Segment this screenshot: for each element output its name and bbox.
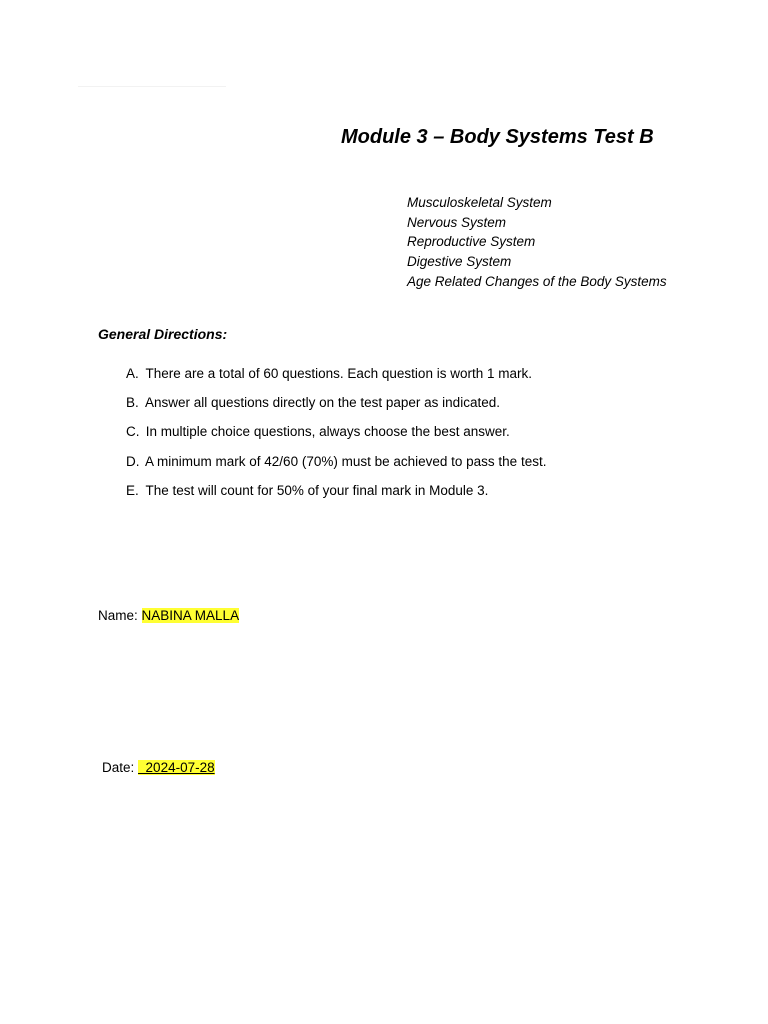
- direction-item: [126, 481, 546, 510]
- name-value[interactable]: NABINA MALLA: [141, 608, 240, 623]
- topic-item: Digestive System: [407, 254, 512, 270]
- direction-item: [126, 422, 546, 451]
- direction-marker: D.: [126, 453, 140, 469]
- topic-item: Reproductive System: [407, 234, 536, 250]
- name-field: [98, 608, 239, 623]
- direction-text: The test will count for 50% of your final mark in Module 3.: [145, 482, 489, 498]
- direction-text: There are a total of 60 questions. Each question is worth 1 mark.: [145, 366, 532, 381]
- topic-item: Age Related Changes of the Body Systems: [407, 273, 667, 289]
- direction-item: [126, 393, 546, 422]
- direction-item: [126, 452, 546, 481]
- direction-text: Answer all questions directly on the test paper as indicated.: [145, 395, 500, 411]
- header-rule: [78, 86, 226, 87]
- direction-text: In multiple choice questions, always choose the best answer.: [145, 424, 510, 440]
- direction-marker: B.: [126, 395, 139, 411]
- date-label: Date:: [102, 760, 135, 775]
- directions-list: [126, 364, 546, 510]
- directions-heading: General Directions:: [98, 326, 228, 342]
- topic-item: Nervous System: [407, 214, 507, 230]
- direction-marker: E.: [126, 482, 139, 498]
- direction-marker: C.: [126, 424, 140, 440]
- topic-item: Musculoskeletal System: [407, 195, 552, 210]
- direction-item: [126, 364, 546, 393]
- direction-text: A minimum mark of 42/60 (70%) must be achieved to pass the test.: [145, 453, 547, 469]
- page-title: Module 3 – Body Systems Test B: [341, 126, 654, 148]
- name-label: Name:: [98, 608, 138, 623]
- direction-marker: A.: [126, 366, 139, 381]
- topic-list: [407, 193, 667, 292]
- date-field: [102, 760, 215, 775]
- date-value[interactable]: 2024-07-28: [138, 760, 215, 775]
